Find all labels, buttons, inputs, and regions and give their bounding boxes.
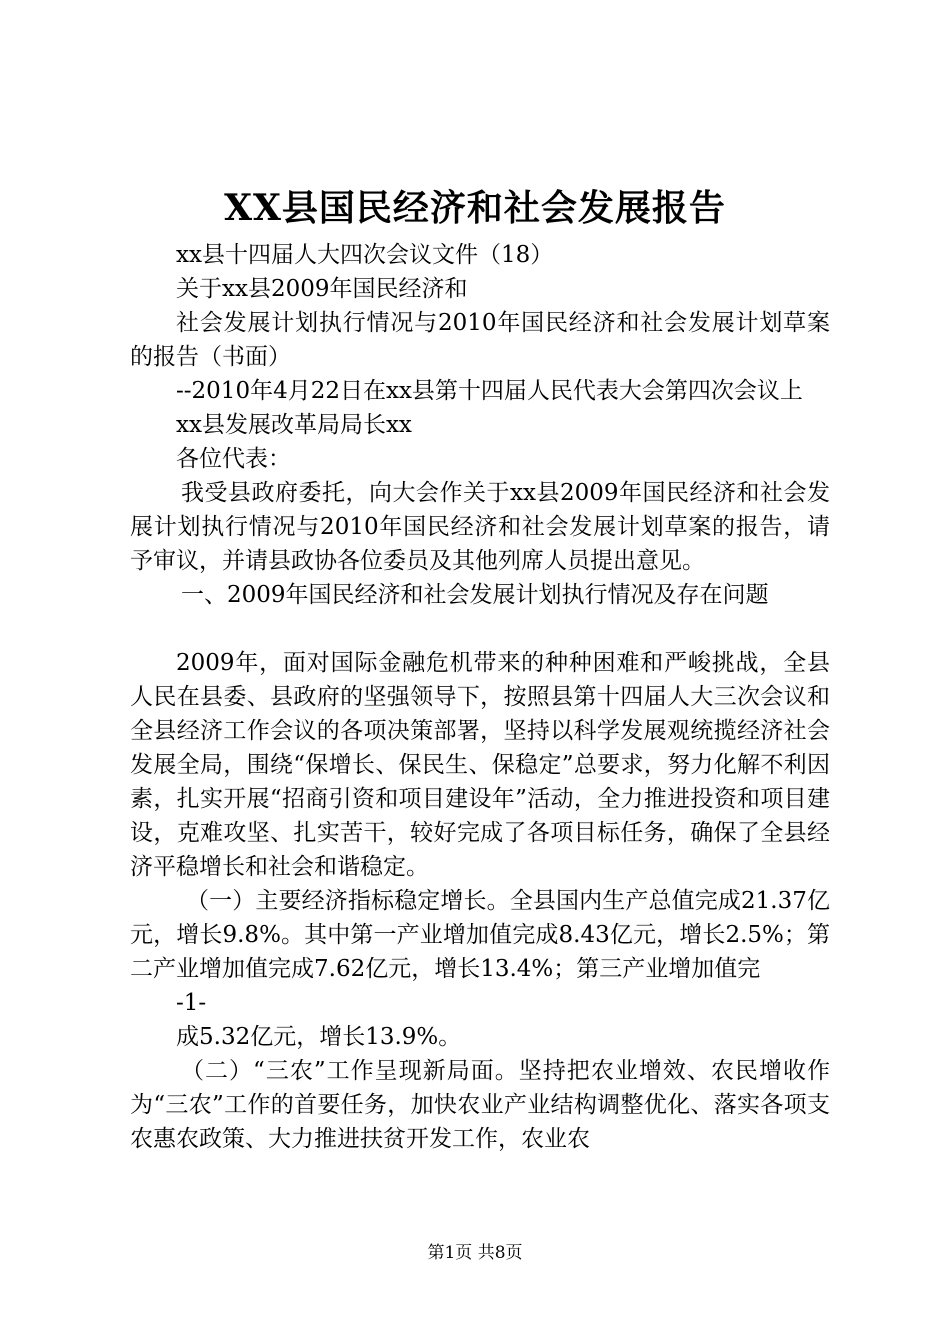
paragraph-three-rural: （二）“三农”工作呈现新局面。坚持把农业增效、农民增收作为“三农”工作的首要任务，加快农业产业结构调整优化、落实各项支农惠农政策、大力推进扶贫开发工作，农业农	[130, 1058, 830, 1152]
document-body	[130, 238, 830, 1156]
document-title: XX县国民经济和社会发展报告	[224, 187, 726, 229]
paragraph-gap	[130, 612, 830, 646]
page-footer: 第1页 共8页	[427, 1243, 523, 1263]
paragraph-salutation: 各位代表：	[176, 446, 291, 472]
paragraph-2009-overview: 2009年，面对国际金融危机带来的种种困难和严峻挑战，全县人民在县委、县政府的坚强领导下，按照县第十四届人大三次会议和全县经济工作会议的各项决策部署，坚持以科学发展观统揽经济社会发展全局，围绕“保增长、保民生、保稳定”总要求，努力化解不利因素，扎实开展“招商引资和项目建设年”活动，全力推进投资和项目建设，克难攻坚、扎实苦干，较好完成了各项目标任务，确保了全县经济平稳增长和社会和谐稳定。	[130, 650, 830, 880]
paragraph-economic-indicators: （一）主要经济指标稳定增长。全县国内生产总值完成21.37亿元，增长9.8%。其中第一产业增加值完成8.43亿元，增长2.5%；第二产业增加值完成7.62亿元，增长13.4%；第三产业增加值完	[130, 888, 830, 982]
paragraph-tertiary-industry: 成5.32亿元，增长13.9%。	[176, 1024, 462, 1050]
section-heading-1: 一、2009年国民经济和社会发展计划执行情况及存在问题	[181, 582, 769, 608]
paragraph-meeting-file: xx县十四届人大四次会议文件（18）	[176, 242, 554, 268]
inline-page-marker: -1-	[176, 990, 207, 1016]
paragraph-intro: 我受县政府委托，向大会作关于xx县2009年国民经济和社会发展计划执行情况与2010年国民经济和社会发展计划草案的报告，请予审议，并请县政协各位委员及其他列席人员提出意见。	[130, 480, 830, 574]
paragraph-report-date: --2010年4月22日在xx县第十四届人民代表大会第四次会议上	[176, 378, 803, 404]
paragraph-report-title-1: 关于xx县2009年国民经济和	[176, 276, 468, 302]
paragraph-reporter: xx县发展改革局局长xx	[176, 412, 412, 438]
paragraph-report-title-2: 社会发展计划执行情况与2010年国民经济和社会发展计划草案的报告（书面）	[130, 310, 830, 370]
